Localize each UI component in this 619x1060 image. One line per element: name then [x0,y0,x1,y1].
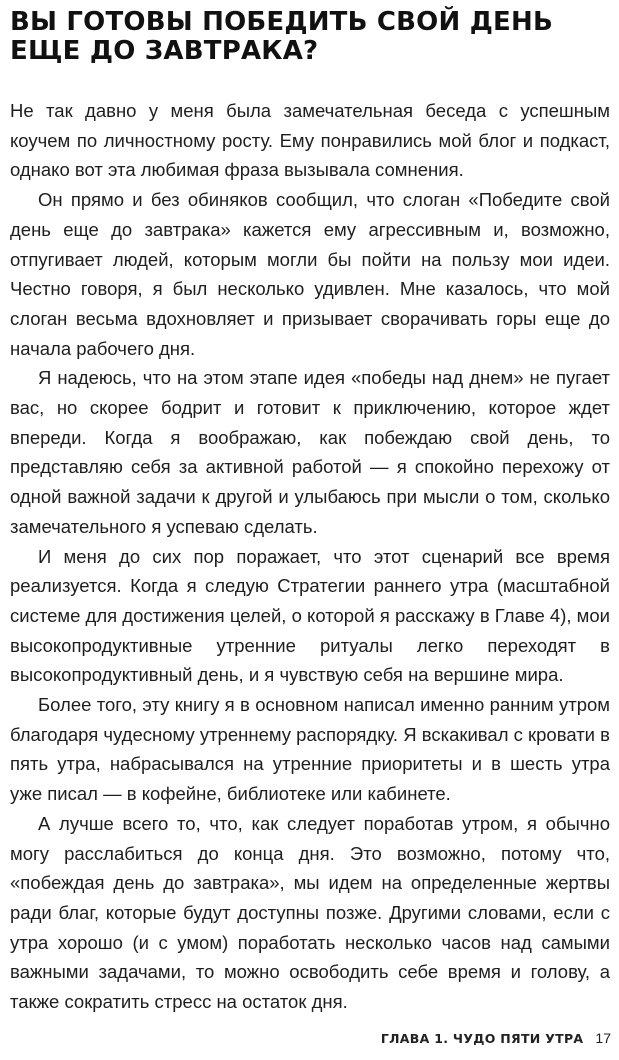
paragraph-2: Он прямо и без обиняков сообщил, что слоган «Победите свой день еще до завтрака» кажется ему агрессивным и, возможно, отпугивает людей, которым могли бы пойти на пользу мои идеи. Честно говоря, я был несколько удивлен. Мне казалось, что мой слоган весьма вдохновляет и призывает сворачивать горы еще до начала рабочего дня. [10,189,610,359]
paragraph-4: И меня до сих пор поражает, что этот сценарий все время реализуется. Когда я следую Стратегии раннего утра (масштабной системе для достижения целей, о которой я расскажу в Главе 4), мои высокопродуктивные утренние ритуалы легко переходят в высокопродуктивный день, и я чувствую себя на вершине мира. [10,545,610,686]
paragraph-5: Более того, эту книгу я в основном написал именно ранним утром благодаря чудесному утреннему распорядку. Я вскакивал с кровати в пять утра, набрасывался на утренние приоритеты и в шесть утра уже писал — в кофейне, библиотеке или кабинете. [10,694,610,805]
running-footer-title: ГЛАВА 1. ЧУДО ПЯТИ УТРА [380,1031,584,1046]
page-number: 17 [595,1030,611,1046]
page-footer [381,1030,611,1046]
body-text [10,96,610,1017]
chapter-heading: ВЫ ГОТОВЫ ПОБЕДИТЬ СВОЙ ДЕНЬ ЕЩЕ ДО ЗАВТРАКА? [10,7,553,66]
paragraph-6: А лучше всего то, что, как следует поработав утром, я обычно могу расслабиться до конца дня. Это возможно, потому что, «побеждая день до завтрака», мы идем на определенные жертвы ради благ, которые будут доступны позже. Другими словами, если с утра хорошо (и с умом) поработать несколько часов над самыми важными задачами, то можно освободить себе время и голову, а также сократить стресс на остаток дня. [10,812,610,1013]
paragraph-3: Я надеюсь, что на этом этапе идея «победы над днем» не пугает вас, но скорее бодрит и готовит к приключению, которое ждет впереди. Когда я воображаю, как побеждаю свой день, то представляю себя за активной работой — я спокойно перехожу от одной важной задачи к другой и улыбаюсь при мысли о том, сколько замечательного я успеваю сделать. [10,367,610,537]
paragraph-1: Не так давно у меня была замечательная беседа с успешным коучем по личностному росту. Ему понравились мой блог и подкаст, однако вот эта любимая фраза вызывала сомнения. [10,100,610,181]
